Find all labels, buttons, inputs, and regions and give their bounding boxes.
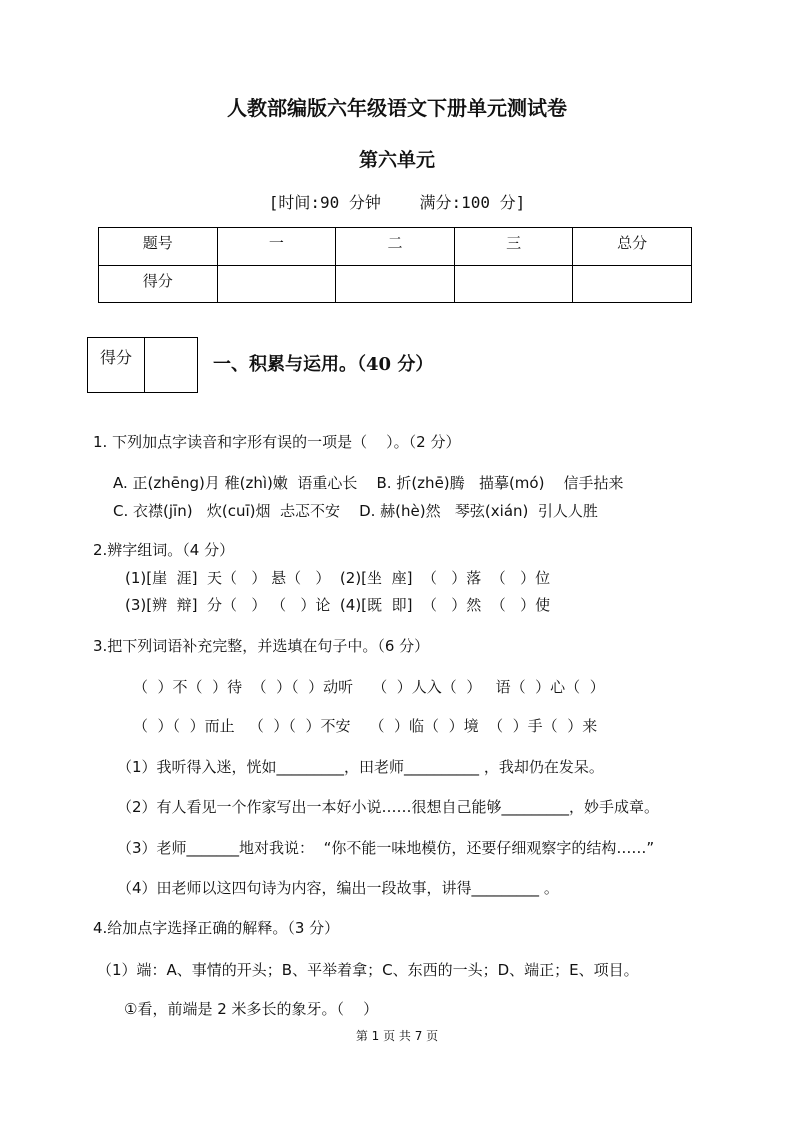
question-4-item-1: ①看，前端是 2 米多长的象牙。（ ）	[124, 1000, 379, 1018]
score-table-header-row	[99, 228, 692, 266]
document-title: 人教部编版六年级语文下册单元测试卷	[227, 96, 567, 120]
score-cell-1[interactable]	[217, 265, 336, 303]
unit-subtitle: 第六单元	[358, 149, 435, 171]
score-table-header-cell: 二	[336, 228, 455, 266]
section-heading: 一、积累与运用。（40 分）	[213, 354, 434, 375]
score-table-header-cell: 三	[454, 228, 573, 266]
score-cell-total[interactable]	[573, 265, 692, 303]
score-table-score-row	[99, 265, 692, 303]
question-4-stem: 4.给加点字选择正确的解释。（3 分）	[93, 919, 340, 937]
question-3-stem: 3.把下列词语补充完整，并选填在句子中。（6 分）	[93, 637, 430, 655]
question-3-words-2: （ ）（ ）而止 （ ）（ ）不安 （ ）临（ ）境 （ ）手（ ）来	[133, 717, 598, 735]
score-cell-2[interactable]	[336, 265, 455, 303]
question-2-stem: 2.辨字组词。（4 分）	[93, 541, 235, 559]
section-score-box	[87, 337, 198, 393]
score-table-header-cell: 总分	[573, 228, 692, 266]
score-table-header-cell: 题号	[99, 228, 218, 266]
question-2-line-2: (3)[辨 辩] 分（ ） （ ）论 (4)[既 即] （ ）然 （ ）使	[125, 596, 551, 614]
question-3-sentence-2: （2）有人看见一个作家写出一本好小说……很想自己能够_________，妙手成章。	[117, 798, 660, 816]
question-3-sentence-4: （4）田老师以这四句诗为内容，编出一段故事，讲得_________ 。	[117, 879, 559, 897]
question-4-definition: （1）端：A、事情的开头；B、平举着拿；C、东西的一头；D、端正；E、项目。	[97, 961, 639, 979]
score-row-label: 得分	[99, 265, 218, 303]
question-3-words-1: （ ）不（ ）待 （ ）（ ）动听 （ ）人入（ ） 语（ ）心（ ）	[133, 678, 605, 696]
score-table-header-cell: 一	[217, 228, 336, 266]
section-score-label: 得分	[88, 338, 145, 392]
question-3-sentence-3: （3）老师_______地对我说： “你不能一味地模仿，还要仔细观察字的结构……”	[117, 839, 655, 857]
question-3-sentence-1: （1）我听得入迷，恍如_________，田老师__________ ，我却仍在发呆。	[117, 758, 604, 776]
question-1-options-ab: A. 正(zhēng)月 稚(zhì)嫩 语重心长 B. 折(zhē)腾 描摹(mó) 信手拈来	[113, 474, 624, 492]
question-2-line-1: (1)[崖 涯] 天（ ） 悬（ ） (2)[坐 座] （ ）落 （ ）位	[125, 569, 551, 587]
score-cell-3[interactable]	[454, 265, 573, 303]
question-1-options-cd: C. 衣襟(jīn) 炊(cuī)烟 忐忑不安 D. 赫(hè)然 琴弦(xián) 引人人胜	[113, 502, 598, 520]
score-table	[98, 227, 692, 303]
time-score-info: [时间:90 分钟 满分:100 分]	[268, 193, 526, 212]
page-footer: 第 1 页 共 7 页	[355, 1029, 439, 1043]
question-1-stem: 1. 下列加点字读音和字形有误的一项是（ ）。（2 分）	[93, 433, 461, 451]
